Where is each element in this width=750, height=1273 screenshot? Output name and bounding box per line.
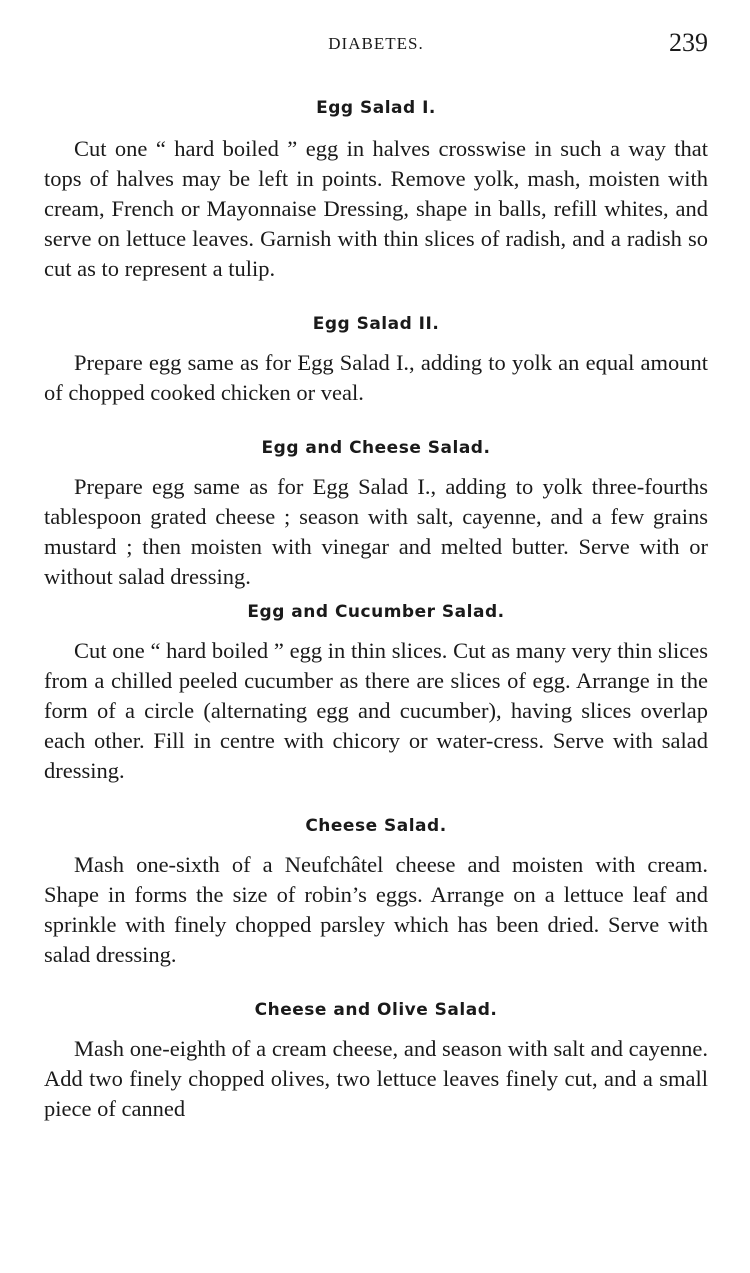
recipe-egg-salad-2 [44, 314, 708, 408]
recipe-text: Cut one “ hard boiled ” egg in thin slices. Cut as many very thin slices from a chilled peeled cucumber as there are slices of egg. Arrange in the form of a circle (alternating egg and cucumber), having slices overlap each other. Fill in centre with chicory or water-cress. Serve with salad dressing. [44, 638, 708, 783]
running-title: DIABETES. [328, 34, 424, 53]
book-page [44, 28, 708, 1124]
recipe-egg-and-cucumber-salad [44, 602, 708, 786]
recipe-text: Cut one “ hard boiled ” egg in halves crosswise in such a way that tops of halves may be left in points. Remove yolk, mash, moisten with cream, French or Mayonnaise Dressing, shape in balls, refill whites, and serve on lettuce leaves. Garnish with thin slices of radish, and a radish so cut as to represent a tulip. [44, 136, 708, 281]
page-number: 239 [669, 28, 708, 57]
recipe-title: Egg Salad II. [312, 314, 440, 334]
recipe-text: Prepare egg same as for Egg Salad I., adding to yolk three-fourths tablespoon grated cheese ; season with salt, cayenne, and a few grains mustard ; then moisten with vinegar and melted butter. Serve with or without salad dressing. [44, 474, 708, 589]
running-head [44, 28, 708, 64]
recipe-text: Prepare egg same as for Egg Salad I., adding to yolk an equal amount of chopped cooked chicken or veal. [44, 350, 708, 405]
recipe-title: Egg and Cheese Salad. [261, 438, 491, 458]
recipe-text: Mash one-sixth of a Neufchâtel cheese and moisten with cream. Shape in forms the size of robin’s eggs. Arrange on a lettuce leaf and sprinkle with finely chopped parsley which has been dried. Serve with salad dressing. [44, 852, 708, 967]
recipe-title: Cheese Salad. [305, 816, 447, 836]
recipe-title: Egg and Cucumber Salad. [247, 602, 505, 622]
recipe-egg-and-cheese-salad [44, 438, 708, 592]
recipe-title: Cheese and Olive Salad. [254, 1000, 498, 1020]
recipe-title: Egg Salad I. [316, 98, 436, 118]
recipe-cheese-and-olive-salad [44, 1000, 708, 1124]
recipe-egg-salad-1 [44, 98, 708, 284]
recipe-text: Mash one-eighth of a cream cheese, and season with salt and cayenne. Add two finely chopped olives, two lettuce leaves finely cut, and a small piece of canned [44, 1036, 708, 1121]
recipe-cheese-salad [44, 816, 708, 970]
